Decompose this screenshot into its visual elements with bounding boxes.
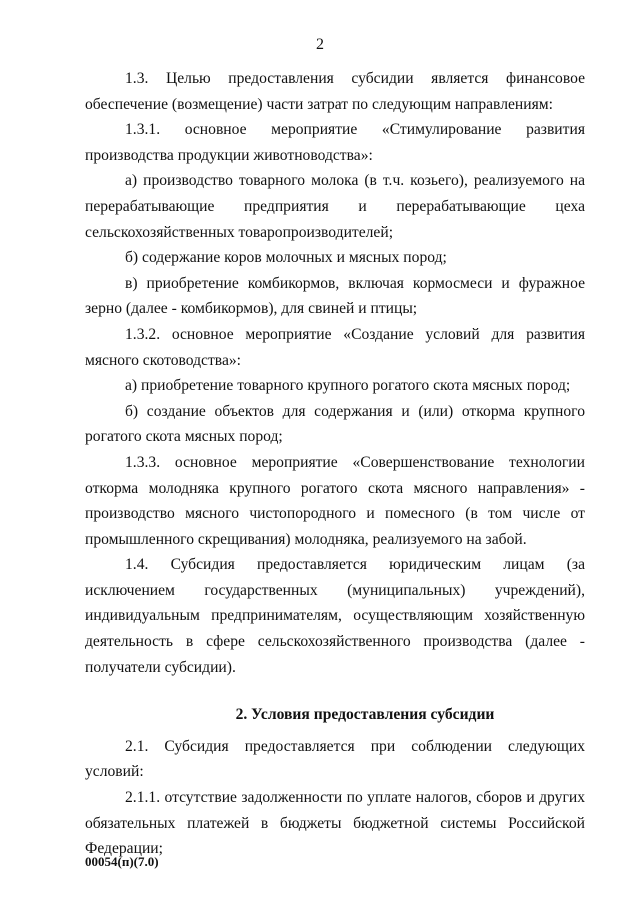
section-heading: 2. Условия предоставления субсидии [235,706,495,724]
paragraph-1-3-3: 1.3.3. основное мероприятие «Совершенствование технологии откорма молодняка крупного рогатого скота мясного направления» - производство мясного чистопородного и помесного (в том числе от промышленного скрещивания) молодняка, реализуемого на забой. [85,453,585,548]
document-body [85,66,585,862]
item-1-3-1-a: а) производство товарного молока (в т.ч. козьего), реализуемого на перерабатывающие предприятия и перерабатывающие цеха сельскохозяйственных товаропроизводителей; [85,172,585,241]
item-1-3-2-b: б) создание объектов для содержания и (или) откорма крупного рогатого скота мясных пород; [85,402,585,446]
paragraph-2-1-1: 2.1.1. отсутствие задолженности по уплате налогов, сборов и других обязательных платежей в бюджеты бюджетной системы Российской Федерации; [85,789,585,858]
item-1-3-2-a: а) приобретение товарного крупного рогатого скота мясных пород; [125,377,571,395]
item-1-3-1-b: б) содержание коров молочных и мясных пород; [125,249,447,267]
item-1-3-1-v: в) приобретение комбикормов, включая кормосмеси и фуражное зерно (далее - комбикормов), для свиней и птицы; [85,274,585,318]
page-number: 2 [316,36,324,53]
paragraph-1-4: 1.4. Субсидия предоставляется юридическим лицам (за исключением государственных (муниципальных) учреждений), индивидуальным предпринимателям, осуществляющим хозяйственную деятельность в сфере сельскохозяйственного производства (далее - получатели субсидии). [85,556,585,676]
paragraph-2-1: 2.1. Субсидия предоставляется при соблюдении следующих условий: [85,737,585,781]
footer-code: 00054(п)(7.0) [85,854,159,869]
paragraph-1-3-1: 1.3.1. основное мероприятие «Стимулирование развития производства продукции животноводства»: [85,121,585,164]
paragraph-1-3: 1.3. Целью предоставления субсидии является финансовое обеспечение (возмещение) части затрат по следующим направлениям: [85,70,585,113]
paragraph-1-3-2: 1.3.2. основное мероприятие «Создание условий для развития мясного скотоводства»: [85,325,585,369]
